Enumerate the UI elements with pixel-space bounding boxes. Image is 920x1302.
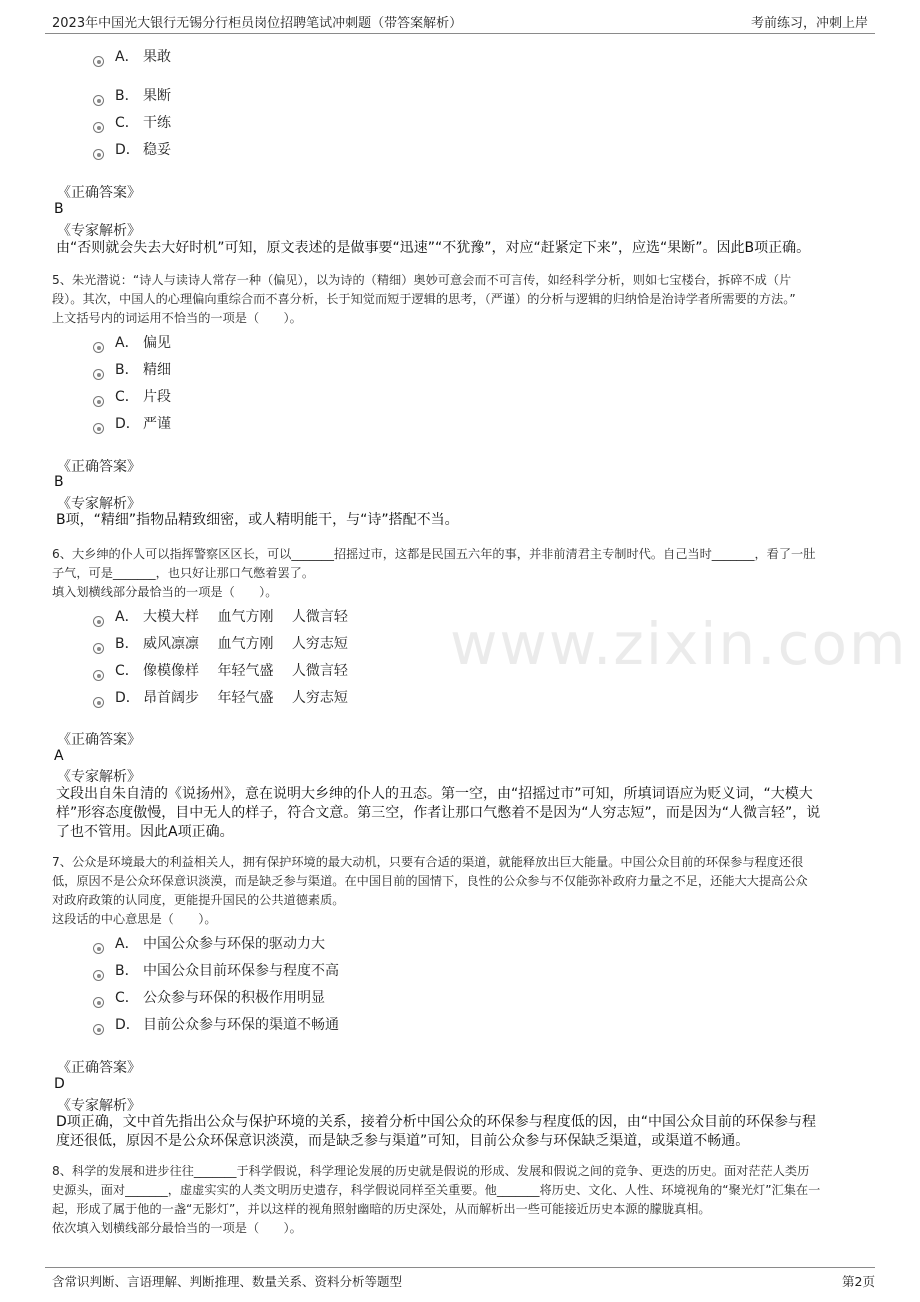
document-title: 2023年中国光大银行无锡分行柜员岗位招聘笔试冲刺题（带答案解析）	[52, 16, 463, 31]
radio-icon[interactable]	[93, 970, 104, 981]
radio-icon[interactable]	[93, 697, 104, 708]
radio-icon[interactable]	[93, 95, 104, 106]
expert-label: 《专家解析》	[57, 1098, 141, 1114]
q7-stem: 7、公众是环境最大的利益相关人，拥有保护环境的最大动机，只要有合适的渠道，就能释放出巨大能量。中国公众目前的环保参与程度还很 低，原因不是公众环保意识淡漠，而是缺乏参与渠道。在中国目前的国情下，良性的公众参与不仅能弥补政府力量之不足，还能大大提高公众 对政府政策的认同度，更能提升国民的公共道德素质。 这段话的中心意思是（ ）。	[52, 855, 808, 926]
q5-stem: 5、朱光潜说：“诗人与读诗人常存一种（偏见），以为诗的（精细）奥妙可意会而不可言传，如经科学分析，则如七宝楼台，拆碎不成（片 段）。其次，中国人的心理偏向重综合而不喜分析，长于知觉而短于逻辑的思考，（严谨）的分析与逻辑的归纳恰是治诗学者所需要的方法。” 上文括号内的词运用不恰当的一项是（ ）。	[52, 273, 796, 325]
radio-icon[interactable]	[93, 616, 104, 627]
header-divider	[45, 33, 875, 34]
header-slogan: 考前练习，冲刺上岸	[750, 16, 868, 31]
radio-icon[interactable]	[93, 149, 104, 160]
q4-answer: B	[54, 201, 64, 217]
q4-explanation: 由“否则就会失去大好时机”可知，原文表述的是做事要“迅速”“不犹豫”，对应“赶紧定下来”，应选“果断”。因此B项正确。	[56, 240, 811, 256]
radio-icon[interactable]	[93, 369, 104, 380]
radio-icon[interactable]	[93, 342, 104, 353]
radio-icon[interactable]	[93, 943, 104, 954]
expert-label: 《专家解析》	[57, 769, 141, 785]
page-header	[52, 8, 868, 32]
radio-icon[interactable]	[93, 56, 104, 67]
radio-icon[interactable]	[93, 423, 104, 434]
q8-stem: 8、科学的发展和进步往往_______于科学假说，科学理论发展的历史就是假说的形成、发展和假说之间的竞争、更迭的历史。面对茫茫人类历 史源头，面对_______，虚虚实实的人类文明历史遗存，科学假说同样至关重要。他_______将历史、文化、人性、环境视角的“聚光灯”汇集在一 起，形成了属于他的一盏“无影灯”，并以这样的视角照射幽暗的历史深处，从而解析出一些可能接近历史本源的朦胧真相。 依次填入划横线部分最恰当的一项是（ ）。	[52, 1164, 821, 1235]
radio-icon[interactable]	[93, 997, 104, 1008]
q7-answer: D	[54, 1076, 65, 1092]
radio-icon[interactable]	[93, 1024, 104, 1035]
q6-answer: A	[54, 748, 64, 764]
answer-label: 《正确答案》	[57, 732, 141, 748]
answer-label: 《正确答案》	[57, 185, 141, 201]
q6-explanation: 文段出自朱自清的《说扬州》，意在说明大乡绅的仆人的丑态。第一空，由“招摇过市”可知，所填词语应为贬义词，“大模大 样”形容态度傲慢，目中无人的样子，符合文意。第三空，作者让那口气憋着不是因为“人穷志短”，而是因为“人微言轻”，说 了也不管用。因此A项正确。	[56, 786, 821, 840]
footer-divider	[45, 1267, 875, 1268]
q6-stem: 6、大乡绅的仆人可以指挥警察区区长，可以_______招摇过市，这都是民国五六年的事，并非前清君主专制时代。自己当时_______，看了一肚 子气，可是_______，也只好让那口气憋着罢了。 填入划横线部分最恰当的一项是（ ）。	[52, 547, 816, 599]
radio-icon[interactable]	[93, 396, 104, 407]
expert-label: 《专家解析》	[57, 223, 141, 239]
q7-explanation: D项正确，文中首先指出公众与保护环境的关系，接着分析中国公众的环保参与程度低的因，由“中国公众目前的环保参与程 度还很低，原因不是公众环保意识淡漠，而是缺乏参与渠道”可知，目前公众参与环保缺乏渠道，或渠道不畅通。	[56, 1114, 817, 1149]
answer-label: 《正确答案》	[57, 459, 141, 475]
expert-label: 《专家解析》	[57, 496, 141, 512]
q5-explanation: B项，“精细”指物品精致细密，或人精明能干，与“诗”搭配不当。	[56, 512, 459, 528]
q5-answer: B	[54, 474, 64, 490]
radio-icon[interactable]	[93, 670, 104, 681]
footer-note: 含常识判断、言语理解、判断推理、数量关系、资料分析等题型	[52, 1274, 403, 1289]
answer-label: 《正确答案》	[57, 1060, 141, 1076]
radio-icon[interactable]	[93, 122, 104, 133]
page-number: 第2页	[842, 1274, 875, 1289]
radio-icon[interactable]	[93, 643, 104, 654]
watermark: www.zixin.com	[450, 610, 908, 678]
